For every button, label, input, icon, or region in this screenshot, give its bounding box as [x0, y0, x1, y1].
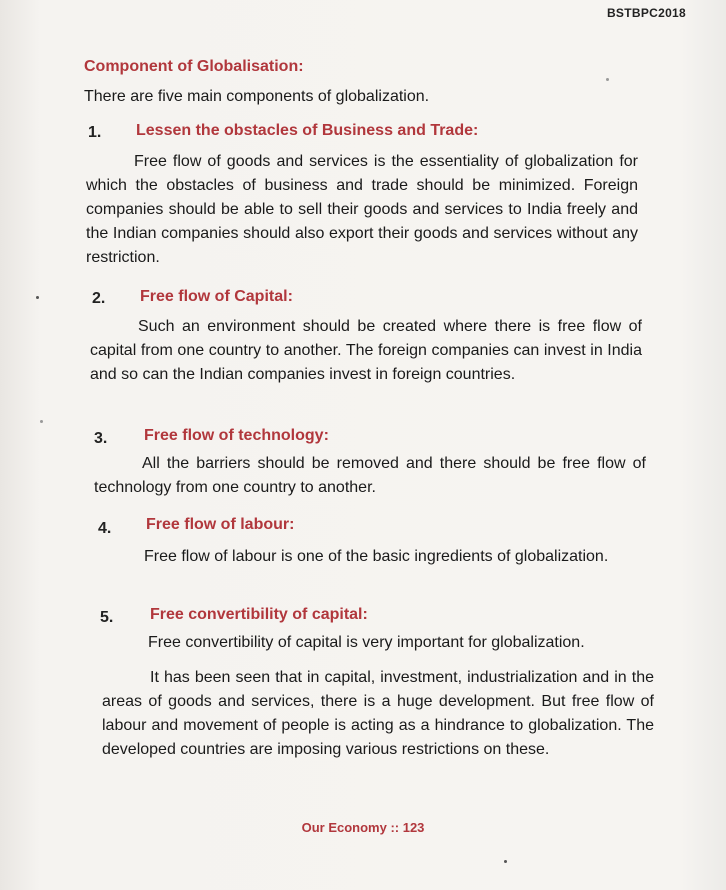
- intro-text: There are five main components of globalization.: [84, 88, 430, 105]
- page-footer: Our Economy :: 123: [301, 820, 425, 835]
- item-heading: Free flow of technology:: [144, 427, 329, 444]
- closing-paragraph: It has been seen that in capital, investment, industrialization and in the areas of goods and services, there is a huge development. But free flow of labour and movement of people is acting as a hindrance to globalization. The developed countries are imposing various restrictions on these.: [102, 669, 654, 758]
- item-text: Such an environment should be created where there is free flow of capital from one country to another. The foreign companies can invest in India and so can the Indian companies invest in foreign countries.: [90, 318, 642, 383]
- item-heading: Lessen the obstacles of Business and Trade:: [136, 122, 479, 139]
- item-heading: Free flow of labour:: [146, 516, 295, 533]
- item-text: Free flow of goods and services is the essentiality of globalization for which the obstacles of business and trade should be minimized. Foreign companies should be able to sell their goods and services to India freely and the Indian companies should also export their goods and services without any restriction.: [86, 153, 638, 266]
- item-number: 2.: [92, 290, 106, 307]
- section-title: Component of Globalisation:: [84, 58, 304, 75]
- scan-speck: [504, 860, 507, 863]
- item-text: All the barriers should be removed and there should be free flow of technology from one country to another.: [94, 455, 646, 496]
- scan-speck: [40, 420, 43, 423]
- item-number: 3.: [94, 430, 108, 447]
- item-text: Free convertibility of capital is very important for globalization.: [148, 634, 585, 651]
- scan-speck: [606, 78, 609, 81]
- item-number: 5.: [100, 609, 114, 626]
- item-text: Free flow of labour is one of the basic ingredients of globalization.: [144, 548, 609, 565]
- item-number: 4.: [98, 520, 112, 537]
- scan-speck: [36, 296, 39, 299]
- item-number: 1.: [88, 124, 102, 141]
- item-heading: Free convertibility of capital:: [150, 606, 368, 623]
- document-code: BSTBPC2018: [606, 6, 686, 20]
- item-heading: Free flow of Capital:: [140, 288, 293, 305]
